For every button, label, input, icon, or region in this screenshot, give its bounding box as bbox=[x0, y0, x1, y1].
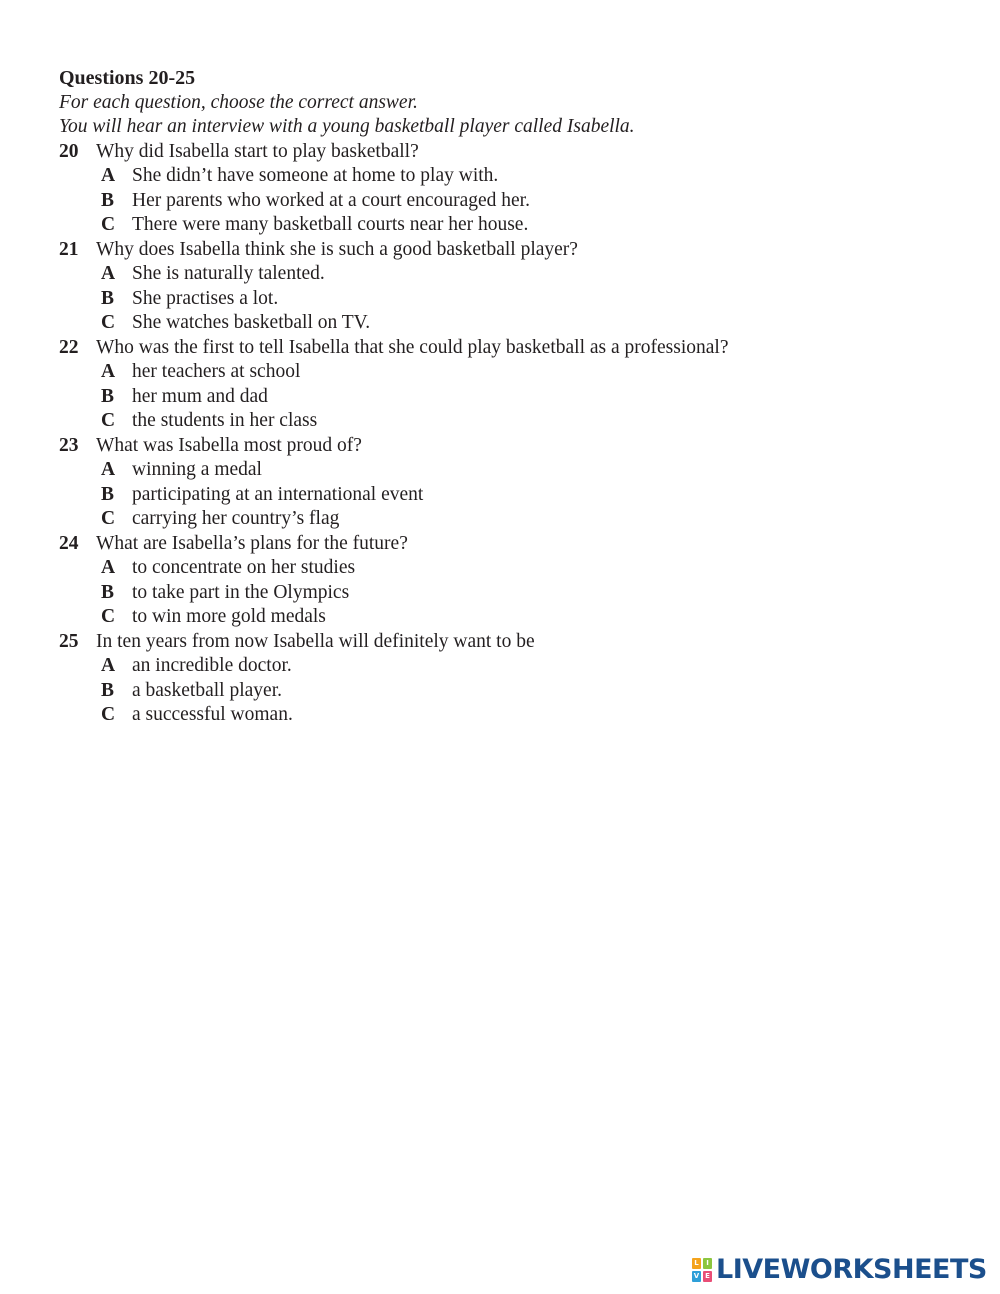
option-25-c[interactable] bbox=[59, 703, 959, 728]
option-20-b[interactable] bbox=[59, 189, 959, 214]
option-23-a[interactable] bbox=[59, 458, 959, 483]
question-text: What was Isabella most proud of? bbox=[96, 434, 362, 456]
option-text: She practises a lot. bbox=[132, 287, 279, 309]
question-number: 21 bbox=[59, 238, 79, 260]
option-text: a successful woman. bbox=[132, 704, 293, 725]
option-25-a[interactable] bbox=[59, 654, 959, 679]
option-letter: A bbox=[101, 557, 116, 578]
option-text: winning a medal bbox=[132, 459, 262, 480]
option-letter: C bbox=[101, 704, 116, 725]
option-letter: C bbox=[101, 606, 116, 627]
option-text: to take part in the Olympics bbox=[132, 581, 350, 603]
option-20-c[interactable] bbox=[59, 213, 959, 238]
option-21-c[interactable] bbox=[59, 311, 959, 336]
liveworksheets-logo-icon bbox=[692, 1258, 712, 1282]
instruction-context: You will hear an interview with a young basketball player called Isabella. bbox=[59, 116, 635, 137]
questions-heading: Questions 20-25 bbox=[59, 67, 196, 89]
question-text: In ten years from now Isabella will definitely want to be bbox=[96, 630, 535, 652]
logo-mark-l: L bbox=[692, 1258, 701, 1269]
question-25 bbox=[59, 630, 959, 655]
question-21 bbox=[59, 238, 959, 263]
option-letter: B bbox=[101, 189, 115, 211]
option-text: She watches basketball on TV. bbox=[132, 312, 371, 333]
question-23 bbox=[59, 434, 959, 459]
question-number: 23 bbox=[59, 434, 79, 456]
question-list bbox=[59, 140, 959, 728]
option-text: the students in her class bbox=[132, 410, 318, 431]
option-letter: B bbox=[101, 483, 115, 505]
option-letter: B bbox=[101, 679, 115, 701]
question-22 bbox=[59, 336, 959, 361]
question-text: What are Isabella’s plans for the future? bbox=[96, 532, 408, 554]
option-text: She didn’t have someone at home to play with. bbox=[132, 165, 499, 186]
option-text: She is naturally talented. bbox=[132, 263, 325, 284]
question-number: 20 bbox=[59, 140, 79, 162]
option-letter: A bbox=[101, 459, 116, 480]
question-text: Who was the first to tell Isabella that she could play basketball as a professional? bbox=[96, 336, 729, 358]
option-text: a basketball player. bbox=[132, 679, 282, 701]
option-text: to concentrate on her studies bbox=[132, 557, 356, 578]
option-letter: B bbox=[101, 581, 115, 603]
question-24 bbox=[59, 532, 959, 557]
option-24-b[interactable] bbox=[59, 581, 959, 606]
question-number: 22 bbox=[59, 336, 79, 358]
option-24-a[interactable] bbox=[59, 556, 959, 581]
option-letter: A bbox=[101, 655, 116, 676]
option-22-c[interactable] bbox=[59, 409, 959, 434]
question-text: Why does Isabella think she is such a good basketball player? bbox=[96, 238, 578, 260]
option-text: carrying her country’s flag bbox=[132, 508, 340, 529]
instruction-choose: For each question, choose the correct answer. bbox=[59, 91, 418, 113]
logo-mark-v: V bbox=[693, 1272, 700, 1280]
option-text: Her parents who worked at a court encouraged her. bbox=[132, 189, 530, 211]
option-letter: A bbox=[101, 361, 116, 382]
option-text: her mum and dad bbox=[132, 385, 268, 407]
option-letter: C bbox=[101, 508, 116, 529]
option-text: an incredible doctor. bbox=[132, 655, 292, 676]
question-number: 24 bbox=[59, 532, 79, 554]
option-letter: B bbox=[101, 385, 115, 407]
option-24-c[interactable] bbox=[59, 605, 959, 630]
option-22-a[interactable] bbox=[59, 360, 959, 385]
option-text: There were many basketball courts near her house. bbox=[132, 214, 529, 235]
option-20-a[interactable] bbox=[59, 164, 959, 189]
liveworksheets-logo bbox=[692, 1254, 987, 1286]
option-text: her teachers at school bbox=[132, 361, 301, 382]
option-letter: C bbox=[101, 214, 116, 235]
option-23-b[interactable] bbox=[59, 483, 959, 508]
option-letter: C bbox=[101, 410, 116, 431]
option-letter: C bbox=[101, 312, 116, 333]
question-text: Why did Isabella start to play basketball? bbox=[96, 140, 419, 162]
option-22-b[interactable] bbox=[59, 385, 959, 410]
option-21-b[interactable] bbox=[59, 287, 959, 312]
logo-mark-i: I bbox=[703, 1258, 712, 1269]
option-23-c[interactable] bbox=[59, 507, 959, 532]
logo-mark-e: E bbox=[703, 1271, 712, 1282]
logo-text: LIVEWORKSHEETS bbox=[716, 1254, 987, 1285]
option-letter: B bbox=[101, 287, 115, 309]
option-text: to win more gold medals bbox=[132, 606, 326, 627]
question-20 bbox=[59, 140, 959, 165]
question-number: 25 bbox=[59, 630, 79, 652]
option-letter: A bbox=[101, 165, 116, 186]
worksheet bbox=[59, 66, 959, 728]
option-text: participating at an international event bbox=[132, 483, 424, 505]
option-21-a[interactable] bbox=[59, 262, 959, 287]
option-letter: A bbox=[101, 263, 116, 284]
option-25-b[interactable] bbox=[59, 679, 959, 704]
